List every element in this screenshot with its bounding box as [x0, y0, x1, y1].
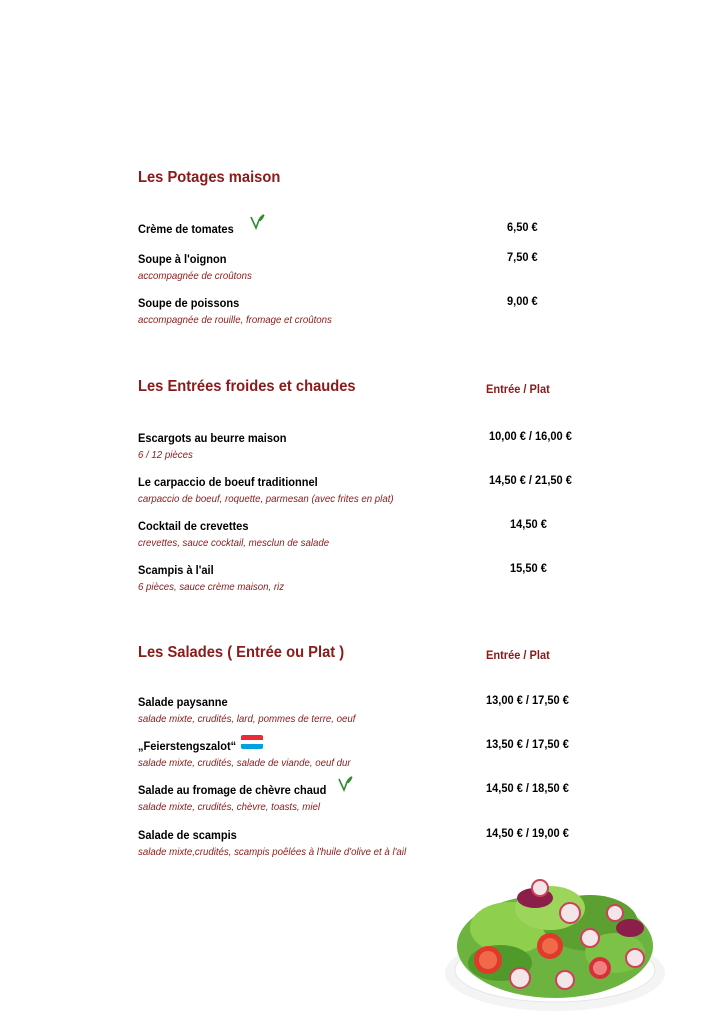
menu-item	[138, 294, 578, 326]
vegetarian-leaf-icon	[249, 214, 265, 230]
item-price: 13,00 € / 17,50 €	[486, 693, 569, 707]
item-description: carpaccio de boeuf, roquette, parmesan (avec frites en plat)	[138, 493, 394, 505]
item-price: 15,50 €	[510, 561, 547, 575]
vegetarian-leaf-icon	[337, 776, 353, 792]
item-description: salade mixte, crudités, chèvre, toasts, miel	[138, 801, 321, 813]
section-title-salades: Les Salades ( Entrée ou Plat )	[138, 644, 345, 661]
column-header-entree-plat: Entrée / Plat	[486, 382, 550, 396]
item-name: Scampis à l'ail	[138, 563, 214, 577]
menu-item	[138, 561, 578, 593]
item-price: 14,50 € / 19,00 €	[486, 826, 569, 840]
item-name: Crème de tomates	[138, 222, 234, 236]
item-price: 9,00 €	[507, 294, 538, 308]
menu-item	[138, 250, 578, 282]
section-title-potages: Les Potages maison	[138, 169, 281, 186]
item-name: Salade au fromage de chèvre chaud	[138, 783, 327, 797]
item-price: 14,50 € / 18,50 €	[486, 781, 569, 795]
item-name: Soupe à l'oignon	[138, 252, 227, 266]
menu-item	[138, 220, 578, 238]
item-description: 6 / 12 pièces	[138, 449, 193, 461]
menu-item	[138, 826, 578, 858]
item-price: 14,50 €	[510, 517, 547, 531]
item-description: accompagnée de rouille, fromage et croûtons	[138, 314, 332, 326]
menu-item	[138, 781, 578, 813]
item-name: Cocktail de crevettes	[138, 519, 249, 533]
item-description: salade mixte, crudités, lard, pommes de terre, oeuf	[138, 713, 356, 725]
item-description: salade mixte, crudités, salade de viande, oeuf dur	[138, 757, 351, 769]
item-name: Salade paysanne	[138, 695, 228, 709]
item-description: 6 pièces, sauce crème maison, riz	[138, 581, 285, 593]
menu-item	[138, 693, 578, 725]
item-price: 10,00 € / 16,00 €	[489, 429, 572, 443]
item-description: crevettes, sauce cocktail, mesclun de salade	[138, 537, 330, 549]
item-description: accompagnée de croûtons	[138, 270, 252, 282]
item-name: Soupe de poissons	[138, 296, 240, 310]
section-title-entrees: Les Entrées froides et chaudes	[138, 378, 356, 395]
item-name: Escargots au beurre maison	[138, 431, 287, 445]
salad-bowl-image	[440, 868, 670, 1018]
item-name: „Feierstengszalot“	[138, 739, 237, 753]
menu-item	[138, 429, 578, 461]
item-price: 13,50 € / 17,50 €	[486, 737, 569, 751]
menu-item	[138, 737, 578, 769]
item-name: Le carpaccio de boeuf traditionnel	[138, 475, 318, 489]
item-price: 6,50 €	[507, 220, 538, 234]
item-price: 7,50 €	[507, 250, 538, 264]
item-name: Salade de scampis	[138, 828, 237, 842]
column-header-entree-plat: Entrée / Plat	[486, 648, 550, 662]
menu-item	[138, 517, 578, 549]
menu-item	[138, 473, 578, 505]
item-description: salade mixte,crudités, scampis poêlées à l'huile d'olive et à l'ail	[138, 846, 407, 858]
item-price: 14,50 € / 21,50 €	[489, 473, 572, 487]
luxembourg-flag-icon	[241, 735, 263, 749]
